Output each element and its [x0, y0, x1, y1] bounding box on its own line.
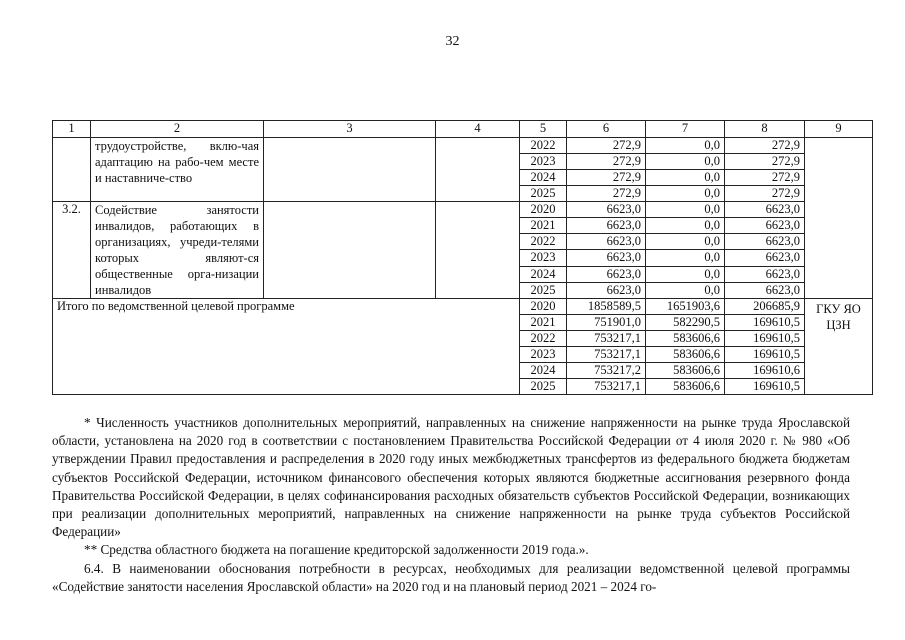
- year-cell: 2023: [520, 154, 567, 170]
- year-cell: 2023: [520, 347, 567, 363]
- value-cell-col7: 0,0: [646, 186, 725, 202]
- header-row: [53, 121, 873, 138]
- value-cell-col8: 6623,0: [725, 250, 805, 266]
- col-header-5: 5: [520, 121, 567, 138]
- col-header-4: 4: [436, 121, 520, 138]
- value-cell-col8: 272,9: [725, 138, 805, 154]
- executor-cell: ГКУ ЯО ЦЗН: [805, 299, 873, 395]
- value-cell-col8: 169610,5: [725, 315, 805, 331]
- year-cell: 2020: [520, 202, 567, 218]
- value-cell-col6: 272,9: [567, 154, 646, 170]
- item-number-cell: 3.2.: [53, 202, 91, 299]
- value-cell-col7: 583606,6: [646, 363, 725, 379]
- value-cell-col6: 6623,0: [567, 282, 646, 298]
- year-cell: 2024: [520, 266, 567, 282]
- value-cell-col6: 753217,1: [567, 347, 646, 363]
- value-cell-col7: 0,0: [646, 266, 725, 282]
- year-cell: 2024: [520, 363, 567, 379]
- col3-cell: [264, 138, 436, 202]
- body-text: [52, 414, 850, 596]
- value-cell-col8: 6623,0: [725, 282, 805, 298]
- item-description: трудоустройстве, вклю-чая адаптацию на рабо-чем месте и наставниче-ство: [91, 138, 264, 202]
- value-cell-col8: 169610,5: [725, 379, 805, 395]
- year-cell: 2025: [520, 186, 567, 202]
- value-cell-col6: 272,9: [567, 170, 646, 186]
- paragraph-6-4: 6.4. В наименовании обоснования потребности в ресурсах, необходимых для реализации ведомственной целевой программы «Содействие занятости населения Ярославской области» на 2020 год и на плановый период 2021 – 2024 го-: [52, 560, 850, 594]
- table-row: [53, 202, 873, 218]
- value-cell-col7: 0,0: [646, 250, 725, 266]
- value-cell-col6: 753217,1: [567, 379, 646, 395]
- value-cell-col8: 6623,0: [725, 266, 805, 282]
- footnote-1: * Численность участников дополнительных мероприятий, направленных на снижение напряженности на рынке труда Ярославской области, установлена на 2020 год в соответствии с постановлением Правительства Российской Федерации от 4 июля 2020 г. № 980 «Об утверждении Правил предоставления и распределения в 2020 году иных межбюджетных трансфертов из федерального бюджета бюджетам субъектов Российской Федерации, источником финансового обеспечения которых являются бюджетные ассигнования резервного фонда Правительства Российской Федерации, в целях софинансирования расходных обязательств субъектов Российской Федерации, возникающих при реализации дополнительных мероприятий, направленных на снижение напряженности на рынке труда субъектов Российской Федерации»: [52, 415, 850, 540]
- value-cell-col8: 272,9: [725, 186, 805, 202]
- value-cell-col6: 272,9: [567, 138, 646, 154]
- total-label: Итого по ведомственной целевой программе: [53, 299, 520, 395]
- value-cell-col8: 272,9: [725, 170, 805, 186]
- value-cell-col6: 753217,1: [567, 331, 646, 347]
- value-cell-col8: 206685,9: [725, 299, 805, 315]
- value-cell-col8: 6623,0: [725, 234, 805, 250]
- item-description: Содействие занятости инвалидов, работающих в организациях, учреди-телями которых являют-ся общественные орга-низации инвалидов: [91, 202, 264, 299]
- year-cell: 2025: [520, 282, 567, 298]
- value-cell-col8: 169610,6: [725, 363, 805, 379]
- value-cell-col6: 6623,0: [567, 266, 646, 282]
- col-header-1: 1: [53, 121, 91, 138]
- value-cell-col7: 0,0: [646, 218, 725, 234]
- year-cell: 2024: [520, 170, 567, 186]
- value-cell-col6: 6623,0: [567, 234, 646, 250]
- value-cell-col6: 6623,0: [567, 202, 646, 218]
- value-cell-col8: 272,9: [725, 154, 805, 170]
- col4-cell: [436, 138, 520, 202]
- col-header-9: 9: [805, 121, 873, 138]
- value-cell-col8: 169610,5: [725, 331, 805, 347]
- value-cell-col6: 753217,2: [567, 363, 646, 379]
- col-header-3: 3: [264, 121, 436, 138]
- value-cell-col6: 751901,0: [567, 315, 646, 331]
- value-cell-col8: 6623,0: [725, 218, 805, 234]
- value-cell-col7: 1651903,6: [646, 299, 725, 315]
- total-row: [53, 299, 873, 315]
- year-cell: 2025: [520, 379, 567, 395]
- value-cell-col6: 272,9: [567, 186, 646, 202]
- col-header-6: 6: [567, 121, 646, 138]
- col3-cell: [264, 202, 436, 299]
- table-row: [53, 138, 873, 154]
- value-cell-col7: 0,0: [646, 234, 725, 250]
- value-cell-col7: 0,0: [646, 138, 725, 154]
- year-cell: 2021: [520, 315, 567, 331]
- item-number-cell: [53, 138, 91, 202]
- col4-cell: [436, 202, 520, 299]
- executor-cell: [805, 138, 873, 299]
- value-cell-col7: 582290,5: [646, 315, 725, 331]
- value-cell-col6: 6623,0: [567, 250, 646, 266]
- year-cell: 2021: [520, 218, 567, 234]
- value-cell-col7: 583606,6: [646, 347, 725, 363]
- year-cell: 2022: [520, 234, 567, 250]
- value-cell-col7: 0,0: [646, 170, 725, 186]
- value-cell-col7: 0,0: [646, 282, 725, 298]
- budget-table: [52, 120, 873, 395]
- value-cell-col7: 0,0: [646, 154, 725, 170]
- col-header-2: 2: [91, 121, 264, 138]
- col-header-7: 7: [646, 121, 725, 138]
- year-cell: 2023: [520, 250, 567, 266]
- value-cell-col7: 583606,6: [646, 379, 725, 395]
- value-cell-col7: 0,0: [646, 202, 725, 218]
- value-cell-col7: 583606,6: [646, 331, 725, 347]
- page-number: 32: [445, 34, 460, 49]
- year-cell: 2020: [520, 299, 567, 315]
- value-cell-col8: 169610,5: [725, 347, 805, 363]
- year-cell: 2022: [520, 138, 567, 154]
- footnote-2: ** Средства областного бюджета на погашение кредиторской задолженности 2019 года.».: [84, 542, 589, 558]
- value-cell-col8: 6623,0: [725, 202, 805, 218]
- col-header-8: 8: [725, 121, 805, 138]
- value-cell-col6: 6623,0: [567, 218, 646, 234]
- value-cell-col6: 1858589,5: [567, 299, 646, 315]
- year-cell: 2022: [520, 331, 567, 347]
